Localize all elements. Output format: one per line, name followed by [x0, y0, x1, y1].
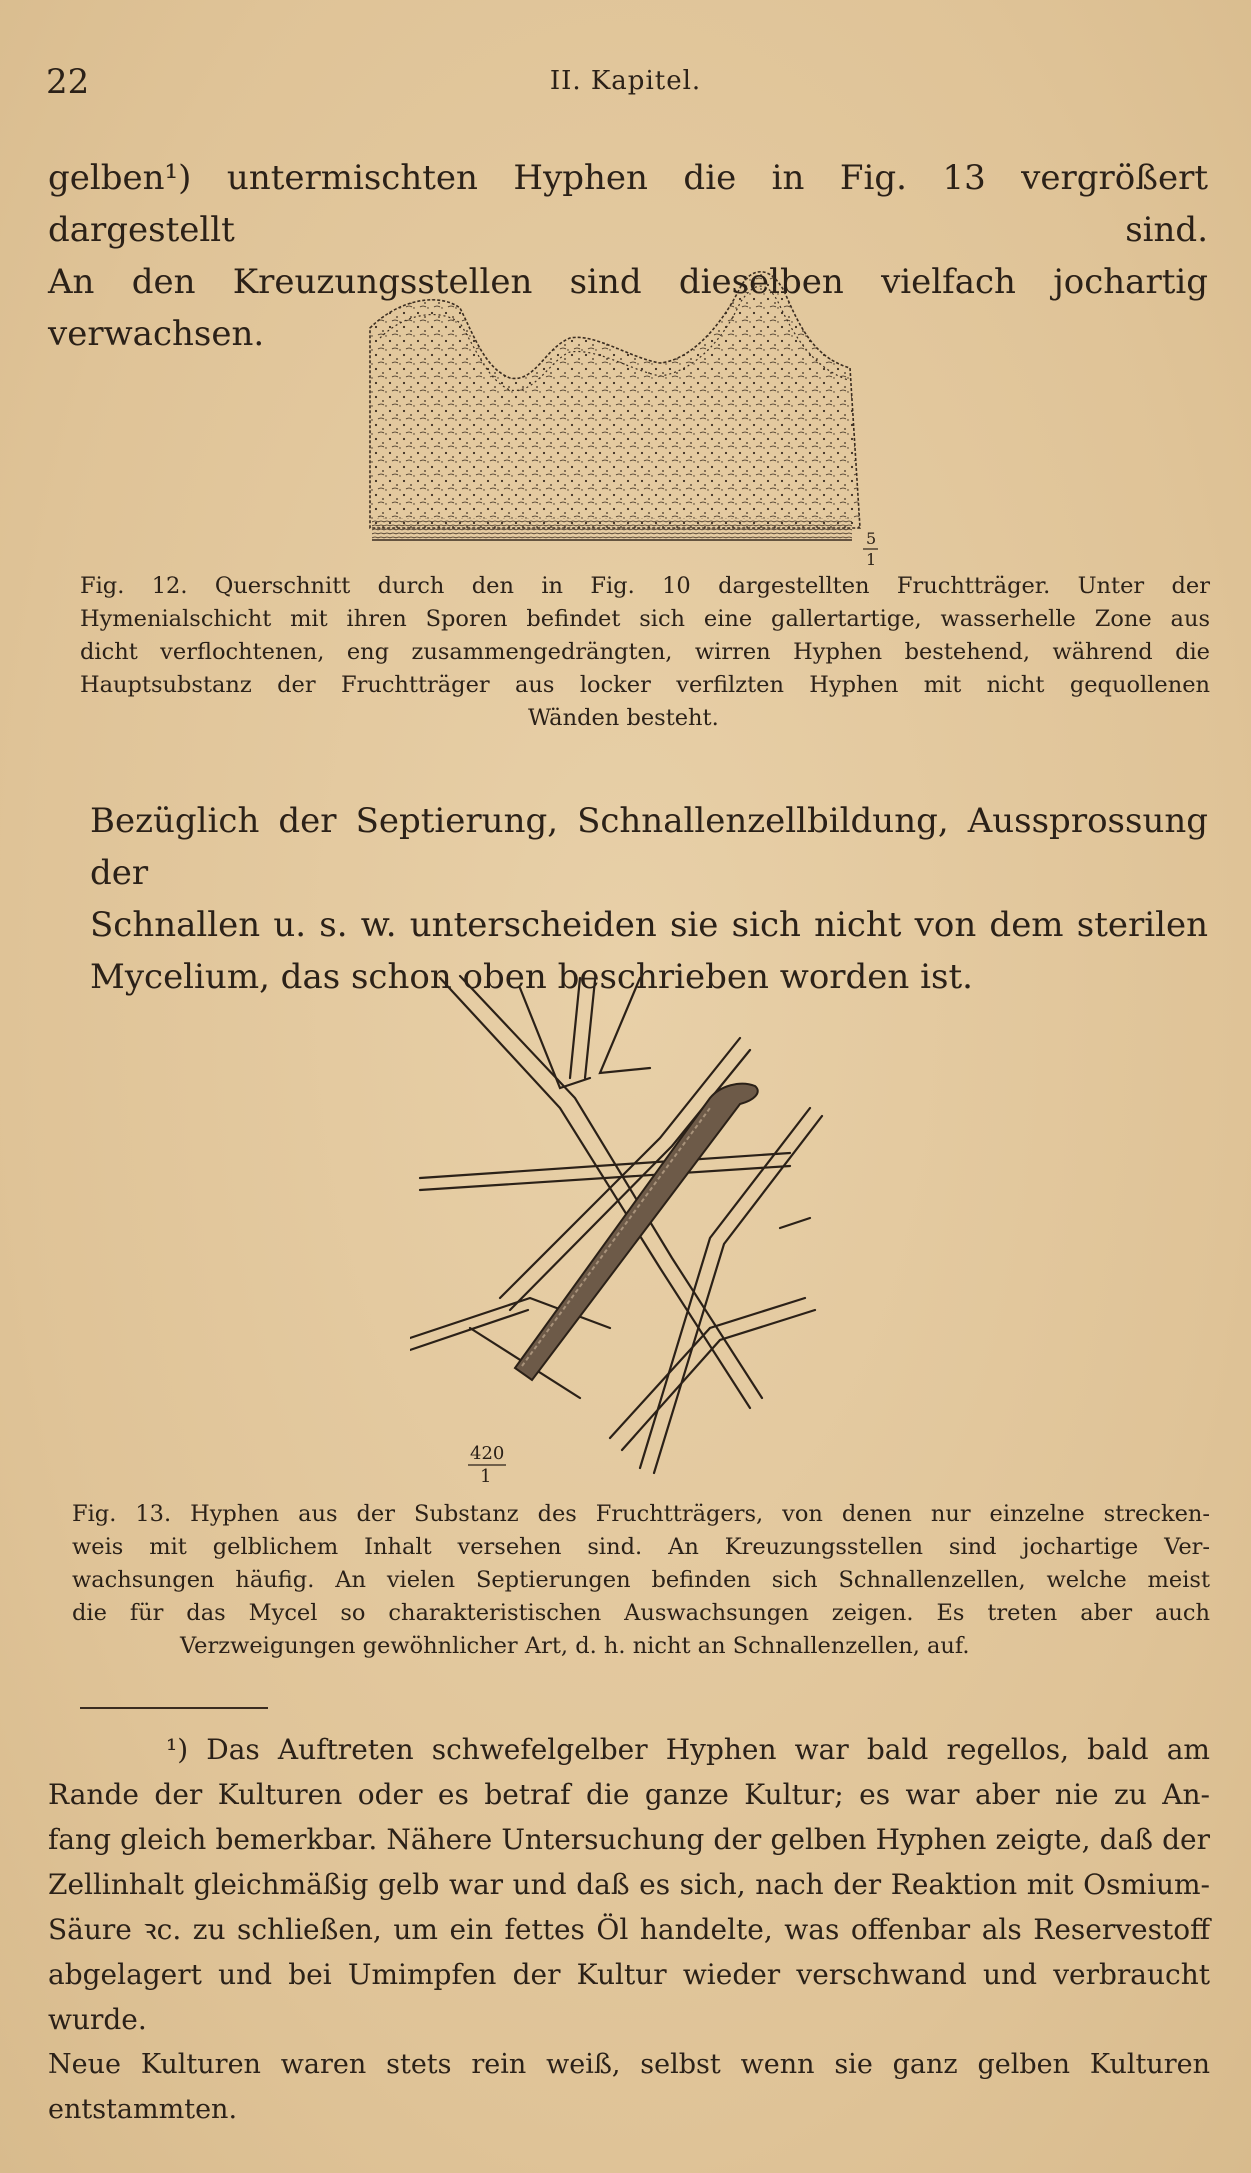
caption-line: weis mit gelblichem Inhalt versehen sind. An Kreuzungsstellen sind jochartige Ver- — [72, 1534, 1210, 1560]
figure-13-hyphae — [410, 968, 830, 1498]
footnote — [48, 1727, 1210, 2132]
caption-line: Wänden besteht. — [528, 705, 719, 731]
figure-12-caption — [80, 570, 1210, 735]
running-head: II. Kapitel. — [549, 66, 702, 96]
page-number: 22 — [46, 62, 90, 102]
caption-line: Verzweigungen gewöhnlicher Art, d. h. nicht an Schnallenzellen, auf. — [180, 1633, 970, 1659]
caption-line: dicht verflochtenen, eng zusammengedrängten, wirren Hyphen bestehend, während die — [80, 639, 1210, 665]
middle-line-2: Schnallen u. s. w. unterscheiden sie sich nicht von dem sterilen — [90, 905, 1208, 945]
caption-line: Fig. 13. Hyphen aus der Substanz des Fruchtträgers, von denen nur einzelne strecken- — [72, 1501, 1210, 1527]
intro-line-2: An den Kreuzungsstellen sind dieselben vielfach jochartig verwachsen. — [48, 262, 1208, 354]
caption-line: Hymenialschicht mit ihren Sporen befindet sich eine gallertartige, wasserhelle Zone aus — [80, 606, 1210, 632]
basal-layer — [372, 518, 852, 540]
footnote-line: Neue Kulturen waren stets rein weiß, selbst wenn sie ganz gelben Kulturen entstammten. — [48, 2049, 1210, 2125]
caption-line: Fig. 12. Querschnitt durch den in Fig. 10 dargestellten Fruchtträger. Unter der — [80, 573, 1210, 599]
hymenium-outline — [370, 272, 860, 528]
figure-12-scale-denominator: 1 — [866, 550, 877, 568]
footnote-rule — [80, 1707, 268, 1709]
figure-13-scale-numerator: 420 — [470, 1443, 505, 1464]
footnote-line: ¹) Das Auftreten schwefelgelber Hyphen war bald regellos, bald am — [166, 1733, 1210, 1766]
caption-line: wachsungen häufig. An vielen Septierungen befinden sich Schnallenzellen, welche meist — [72, 1567, 1210, 1593]
figure-13-scale-denominator: 1 — [480, 1466, 492, 1487]
middle-line-3: Mycelium, das schon oben beschrieben worden ist. — [90, 957, 973, 997]
middle-line-1: Bezüglich der Septierung, Schnallenzellbildung, Aussprossung der — [90, 801, 1208, 893]
page-header — [46, 62, 1205, 112]
caption-line: Hauptsubstanz der Fruchtträger aus locker verfilzten Hyphen mit nicht gequollenen — [80, 672, 1210, 698]
intro-line-1: gelben¹) untermischten Hyphen die in Fig. 13 vergrößert dargestellt sind. — [48, 158, 1208, 250]
figure-13-caption — [72, 1498, 1210, 1663]
footnote-line: Rande der Kulturen oder es betraf die ganze Kultur; es war aber nie zu An- — [48, 1778, 1210, 1811]
figure-12-cross-section — [360, 268, 880, 568]
caption-line: die für das Mycel so charakteristischen Auswachsungen zeigen. Es treten aber auch — [72, 1600, 1210, 1626]
figure-12-scale-numerator: 5 — [866, 529, 877, 548]
footnote-line: abgelagert und bei Umimpfen der Kultur wieder verschwand und verbraucht wurde. — [48, 1958, 1210, 2036]
footnote-line: Säure ꝛc. zu schließen, um ein fettes Öl handelte, was offenbar als Reservestoff — [48, 1913, 1210, 1946]
footnote-line: fang gleich bemerkbar. Nähere Untersuchung der gelben Hyphen zeigte, daß der — [48, 1823, 1210, 1856]
footnote-line: Zellinhalt gleichmäßig gelb war und daß es sich, nach der Reaktion mit Osmium- — [48, 1868, 1210, 1901]
